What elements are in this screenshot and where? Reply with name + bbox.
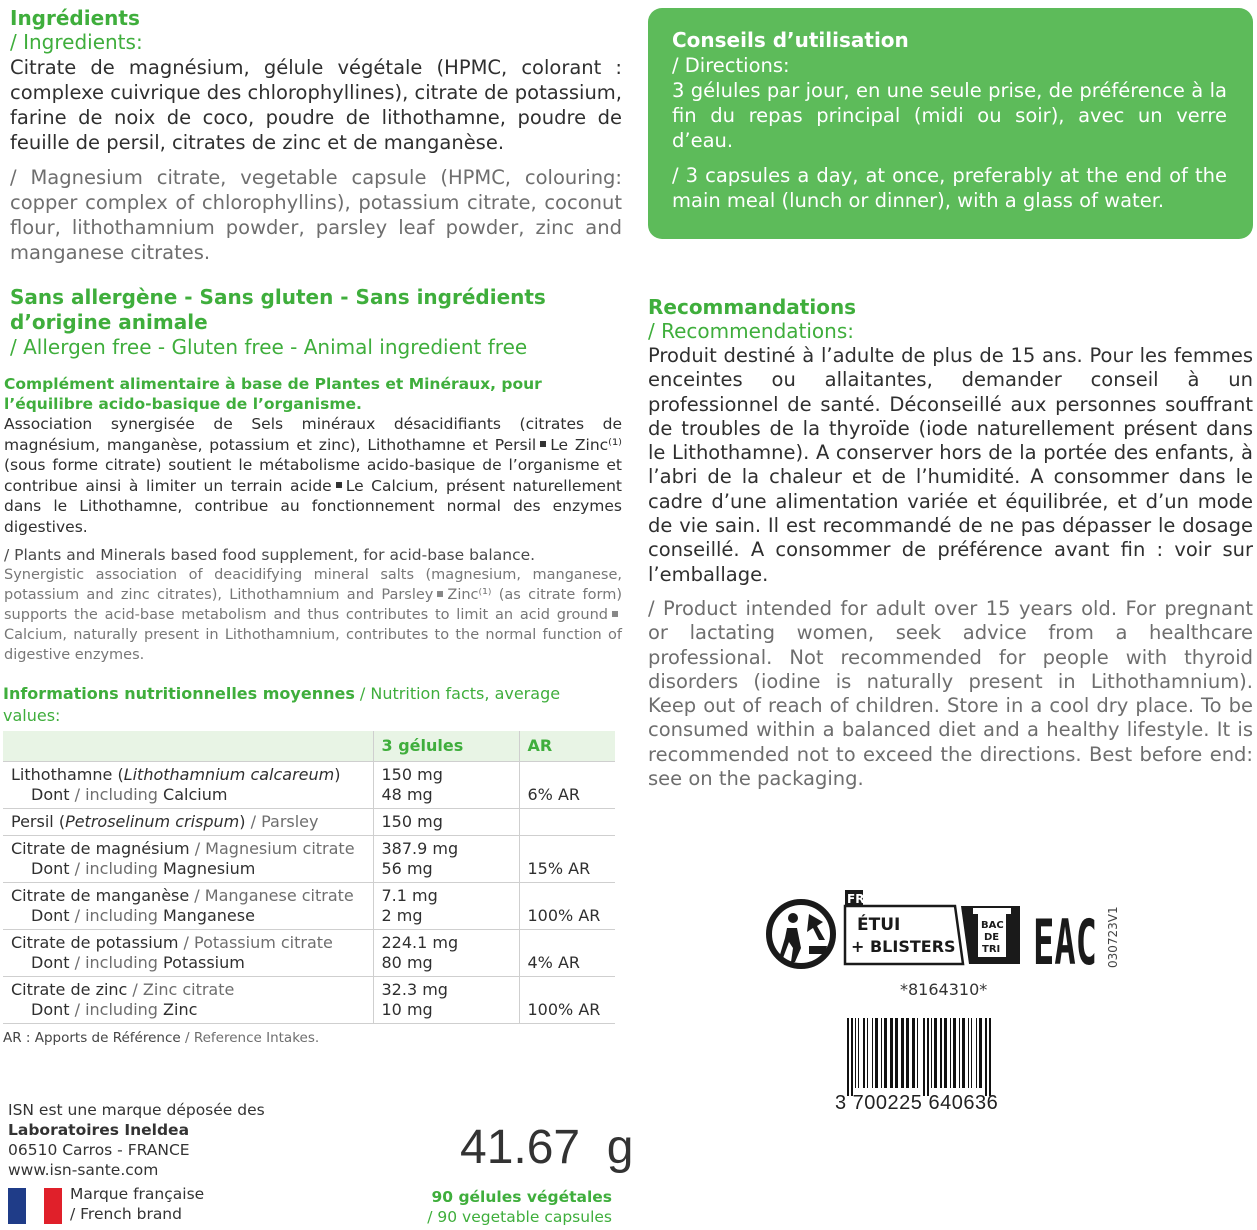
nutrient-amount: 7.1 mg xyxy=(381,885,438,905)
cell-amount xyxy=(373,976,519,1023)
cell-amount xyxy=(373,835,519,882)
barcode-bar xyxy=(895,1018,898,1088)
ingredients-text-fr: Citrate de magnésium, gélule végétale (HPMC, colorant : complexe cuivrique des chlorophyllines), citrate de potassium, farine de noix de coco, poudre de lithothamne, poudre de feuille de persil, citrates de zinc et de manganèse. xyxy=(10,56,622,154)
barcode-icon xyxy=(845,1018,1045,1096)
ingredients-title-fr: Ingrédients xyxy=(10,6,140,30)
flag-stripe-red xyxy=(44,1188,62,1224)
barcode-bar xyxy=(989,1018,991,1096)
table-row xyxy=(3,835,615,882)
barcode-bar xyxy=(863,1018,865,1088)
recycling-logos xyxy=(765,888,1125,978)
header-ar: AR xyxy=(519,731,615,761)
cell-ar xyxy=(519,808,615,835)
cell-amount xyxy=(373,761,519,808)
directions-text-fr: 3 gélules par jour, en une seule prise, de préférence à la fin du repas principal (midi ou soir), avec un verre d’eau. xyxy=(672,79,1227,152)
barcode-bar xyxy=(901,1018,904,1088)
supplement-body-en-2: Zinc⁽¹⁾ (as citrate form) supports the acid-base metabolism and thus contributes to limit an acid ground xyxy=(4,587,623,623)
bullet-square-icon xyxy=(540,441,546,447)
nutrition-table xyxy=(3,731,615,1024)
company-name: Laboratoires Ineldea xyxy=(8,1121,190,1139)
barcode-bar xyxy=(931,1018,932,1088)
company-website: www.isn-sante.com xyxy=(8,1161,159,1179)
blisters-label: + BLISTERS xyxy=(851,937,956,956)
etui-label: ÉTUI xyxy=(857,915,901,935)
nutrient-ar: 15% AR xyxy=(527,858,591,878)
recycle-bin-icon xyxy=(973,908,1011,958)
ingredients-title-en: / Ingredients: xyxy=(10,30,143,54)
cell-name xyxy=(3,929,373,976)
bullet-square-icon xyxy=(612,611,618,617)
eac-mark-icon xyxy=(1033,906,1097,978)
nutrient-ar: 100% AR xyxy=(527,905,601,925)
left-column xyxy=(3,6,623,1046)
directions-title-fr: Conseils d’utilisation xyxy=(672,28,909,52)
capsules-count-fr: 90 gélules végétales xyxy=(431,1188,612,1206)
nutrient-amount: 32.3 mg xyxy=(381,979,448,999)
barcode-bar xyxy=(934,1018,937,1088)
nutrient-ar: 100% AR xyxy=(527,999,601,1019)
directions-text-en: / 3 capsules a day, at once, preferably at the end of the main meal (lunch or dinner), with a glass of water. xyxy=(672,164,1227,212)
table-row xyxy=(3,882,615,929)
barcode-bar xyxy=(979,1018,982,1088)
barcode-bar xyxy=(884,1018,887,1088)
table-row xyxy=(3,929,615,976)
supplement-body-fr-1: Association synergisée de Sels minéraux désacidifiants (citrates de magnésium, manganèse, potassium et zinc), Lithothamne et Persil xyxy=(4,415,622,454)
brand-en: / French brand xyxy=(70,1205,182,1223)
cell-name xyxy=(3,976,373,1023)
barcode-bar xyxy=(962,1018,965,1088)
directions-box xyxy=(648,8,1253,239)
directions-title-en: / Directions: xyxy=(672,54,790,77)
nutrient-sub-name: Dont / including Manganese xyxy=(31,905,255,925)
recommendations-title-fr: Recommandations xyxy=(648,295,857,319)
vertical-lot-code: 030723V1 xyxy=(1106,906,1120,968)
allergen-en: / Allergen free - Gluten free - Animal ingredient free xyxy=(10,335,528,359)
cell-ar xyxy=(519,882,615,929)
barcode-bar xyxy=(906,1018,909,1088)
nutrient-sub-amount: 2 mg xyxy=(381,905,423,925)
barcode-bar xyxy=(858,1018,859,1088)
table-row xyxy=(3,808,615,835)
cell-ar xyxy=(519,976,615,1023)
nutrient-sub-name: Dont / including Calcium xyxy=(31,784,228,804)
barcode-bar xyxy=(985,1018,987,1096)
supplement-body-en-3: Calcium, naturally present in Lithothamnium, contributes to the normal function of digestive enzymes. xyxy=(4,627,622,663)
barcode-bar xyxy=(944,1018,947,1088)
brand-fr: Marque française xyxy=(70,1185,205,1203)
supplement-body-en-1: Synergistic association of deacidifying mineral salts (magnesium, manganese, potassium and zinc citrates), Lithothamnium and Parsley xyxy=(4,567,622,603)
nutrient-sub-name: Dont / including Magnesium xyxy=(31,858,256,878)
recommendations-text-fr: Produit destiné à l’adulte de plus de 15 ans. Pour les femmes enceintes ou allaitantes, demander conseil à un professionnel de santé. Déconseillé aux personnes souffrant de troubles de la thyroïde (iode naturellement présent dans le Lithothamne). A conserver hors de la portée des enfants, à l’abri de la chaleur et de l’humidité. A consommer dans le cadre d’une alimentation variée et équilibrée, et d’un mode de vie sain. Il est recommandé de ne pas dépasser le dosage conseillé. A consommer de préférence avant fin : voir sur l’emballage. xyxy=(648,344,1253,586)
barcode-bar xyxy=(968,1018,969,1088)
barcode-bar xyxy=(917,1018,918,1088)
table-row xyxy=(3,976,615,1023)
eac-mark: EAC xyxy=(1033,906,1097,978)
barcode-bar xyxy=(855,1018,856,1088)
nutrient-amount: 150 mg xyxy=(381,811,443,831)
fr-tag: FR xyxy=(847,892,865,906)
barcode-bar xyxy=(923,1018,925,1096)
barcode-bar xyxy=(881,1018,882,1088)
capsules-count-en: / 90 vegetable capsules xyxy=(427,1208,612,1226)
supplement-title-fr: Complément alimentaire à base de Plantes et Minéraux, pour l’équilibre acido-basique de l’organisme. xyxy=(4,375,542,413)
triman-icon xyxy=(769,902,833,966)
barcode-bar xyxy=(950,1018,951,1088)
bin-label-1: BAC xyxy=(981,920,1004,931)
barcode-bar xyxy=(912,1018,915,1088)
nutrient-sub-amount: 10 mg xyxy=(381,999,433,1019)
barcode-bar xyxy=(959,1018,960,1088)
cell-name xyxy=(3,882,373,929)
nutrient-amount: 150 mg xyxy=(381,764,443,784)
french-flag-icon xyxy=(8,1188,62,1224)
cell-ar xyxy=(519,761,615,808)
table-row xyxy=(3,761,615,808)
barcode-bar xyxy=(851,1018,853,1096)
flag-stripe-white xyxy=(26,1188,44,1224)
company-info xyxy=(8,1100,265,1180)
cell-ar xyxy=(519,835,615,882)
barcode-bar xyxy=(927,1018,929,1096)
nutrient-name: Persil (Petroselinum crispum) / Parsley xyxy=(11,811,319,831)
barcode-bar xyxy=(940,1018,942,1088)
allergen-fr: Sans allergène - Sans gluten - Sans ingrédients d’origine animale xyxy=(10,285,546,334)
barcode-bar xyxy=(872,1018,873,1088)
supplement-title-en: / Plants and Minerals based food supplement, for acid-base balance. xyxy=(4,546,536,564)
cell-name xyxy=(3,835,373,882)
barcode-bar xyxy=(971,1018,972,1088)
nutrient-name: Citrate de potassium / Potassium citrate xyxy=(11,932,333,952)
nutrient-ar: 4% AR xyxy=(527,952,581,972)
header-empty xyxy=(3,731,373,761)
nutrient-name: Citrate de zinc / Zinc citrate xyxy=(11,979,235,999)
supplement-body-fr xyxy=(4,414,622,537)
recommendations-text-en: / Product intended for adult over 15 years old. For pregnant or lactating women, seek advice from a healthcare professional. Not recommended for people with thyroid disorders (iodine is naturally present in Lithothamnium). Keep out of reach of children. Store in a cool dry place. To be consumed within a balanced diet and a healthy lifestyle. It is recommended not to exceed the directions. Best before end: see on the packaging. xyxy=(648,596,1253,791)
nutrient-amount: 224.1 mg xyxy=(381,932,459,952)
cell-amount xyxy=(373,882,519,929)
cell-amount xyxy=(373,808,519,835)
net-weight xyxy=(460,1120,634,1175)
cell-amount xyxy=(373,929,519,976)
barcode-number: 3 700225 640636 xyxy=(835,1092,999,1114)
nutrient-sub-amount: 56 mg xyxy=(381,858,433,878)
ar-note xyxy=(3,1030,622,1046)
barcode-bar xyxy=(875,1018,878,1088)
nutrient-amount: 387.9 mg xyxy=(381,838,459,858)
nutrition-title xyxy=(3,683,622,727)
flag-stripe-blue xyxy=(8,1188,26,1224)
net-weight-value: 41.67 xyxy=(460,1121,581,1174)
nutrient-sub-amount: 48 mg xyxy=(381,784,433,804)
cell-ar xyxy=(519,929,615,976)
ingredients-text-en: / Magnesium citrate, vegetable capsule (HPMC, colouring: copper complex of chlorophyllins), potassium citrate, coconut flour, lithothamnium powder, parsley leaf powder, zinc and manganese citrates. xyxy=(10,166,622,264)
nutrient-ar: 6% AR xyxy=(527,784,581,804)
recommendations-title-en: / Recommendations: xyxy=(648,319,854,343)
product-code: *8164310* xyxy=(900,980,988,999)
barcode-bar xyxy=(976,1018,977,1088)
ar-note-fr: AR : Apports de Référence xyxy=(3,1029,181,1046)
nutrient-sub-amount: 80 mg xyxy=(381,952,433,972)
barcode-bar xyxy=(953,1018,956,1088)
company-address: 06510 Carros - FRANCE xyxy=(8,1141,190,1159)
right-column xyxy=(648,6,1253,791)
nutrient-name: Citrate de manganèse / Manganese citrate xyxy=(11,885,354,905)
barcode-bar xyxy=(867,1018,868,1088)
nutrient-name: Citrate de magnésium / Magnesium citrate xyxy=(11,838,355,858)
net-weight-unit: g xyxy=(606,1121,634,1174)
bin-label-3: TRI xyxy=(982,944,1001,955)
header-amount: 3 gélules xyxy=(373,731,519,761)
bullet-square-icon xyxy=(437,591,443,597)
nutrition-header-row xyxy=(3,731,615,761)
supplement-body-fr-2: Le Zinc⁽¹⁾ (sous forme citrate) soutient le métabolisme acido-basique de l’organisme et contribue ainsi à limiter un terrain acide xyxy=(4,435,622,495)
cell-name xyxy=(3,761,373,808)
bin-label-2: DE xyxy=(984,932,1000,943)
ar-note-en: / Reference Intakes. xyxy=(180,1029,320,1046)
bullet-square-icon xyxy=(336,482,342,488)
nutrient-sub-name: Dont / including Zinc xyxy=(31,999,198,1019)
barcode-bar xyxy=(890,1018,893,1088)
nutrition-title-en: / Nutrition facts, average values: xyxy=(3,684,561,725)
supplement-body-en xyxy=(4,565,622,665)
nutrient-sub-name: Dont / including Potassium xyxy=(31,952,245,972)
supplement-body-fr-3: Le Calcium, présent naturellement dans le Lithothamne, contribue au fonctionnement normal des enzymes digestives. xyxy=(4,476,622,536)
nutrition-title-fr: Informations nutritionnelles moyennes xyxy=(3,684,355,703)
nutrient-name: Lithothamne (Lithothamnium calcareum) xyxy=(11,764,341,784)
brand-origin xyxy=(70,1184,204,1224)
barcode-bar xyxy=(847,1018,849,1096)
cell-name xyxy=(3,808,373,835)
company-line-1: ISN est une marque déposée des xyxy=(8,1101,265,1119)
